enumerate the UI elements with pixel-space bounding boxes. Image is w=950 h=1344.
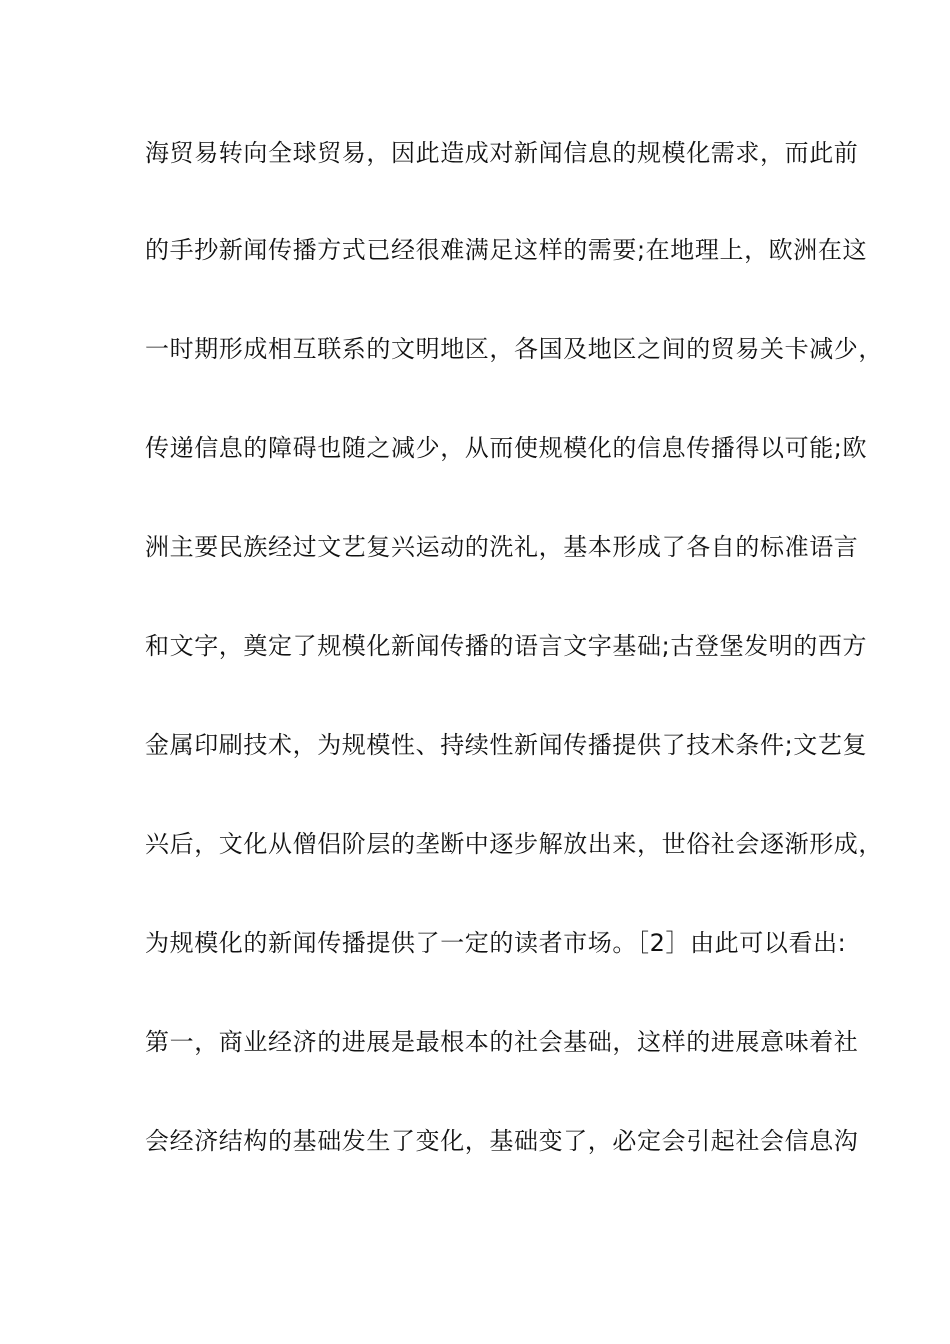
text-line: 会经济结构的基础发生了变化，基础变了，必定会引起社会信息沟 bbox=[145, 1127, 859, 1155]
text-line: 的手抄新闻传播方式已经很难满足这样的需要;在地理上，欧洲在这 bbox=[145, 236, 868, 264]
text-line: 洲主要民族经过文艺复兴运动的洗礼，基本形成了各自的标准语言 bbox=[145, 533, 859, 561]
text-line: 一时期形成相互联系的文明地区，各国及地区之间的贸易关卡减少， bbox=[145, 335, 883, 363]
text-line: 为规模化的新闻传播提供了一定的读者市场。［2］由此可以看出: bbox=[145, 929, 847, 957]
text-line: 金属印刷技术，为规模性、持续性新闻传播提供了技术条件;文艺复 bbox=[145, 731, 868, 759]
text-line: 海贸易转向全球贸易，因此造成对新闻信息的规模化需求，而此前 bbox=[145, 139, 859, 167]
text-line: 和文字，奠定了规模化新闻传播的语言文字基础;古登堡发明的西方 bbox=[145, 632, 868, 660]
text-line: 传递信息的障碍也随之减少，从而使规模化的信息传播得以可能;欧 bbox=[145, 434, 868, 462]
text-line: 兴后，文化从僧侣阶层的垄断中逐步解放出来，世俗社会逐渐形成， bbox=[145, 830, 883, 858]
text-line: 第一，商业经济的进展是最根本的社会基础，这样的进展意味着社 bbox=[145, 1028, 859, 1056]
